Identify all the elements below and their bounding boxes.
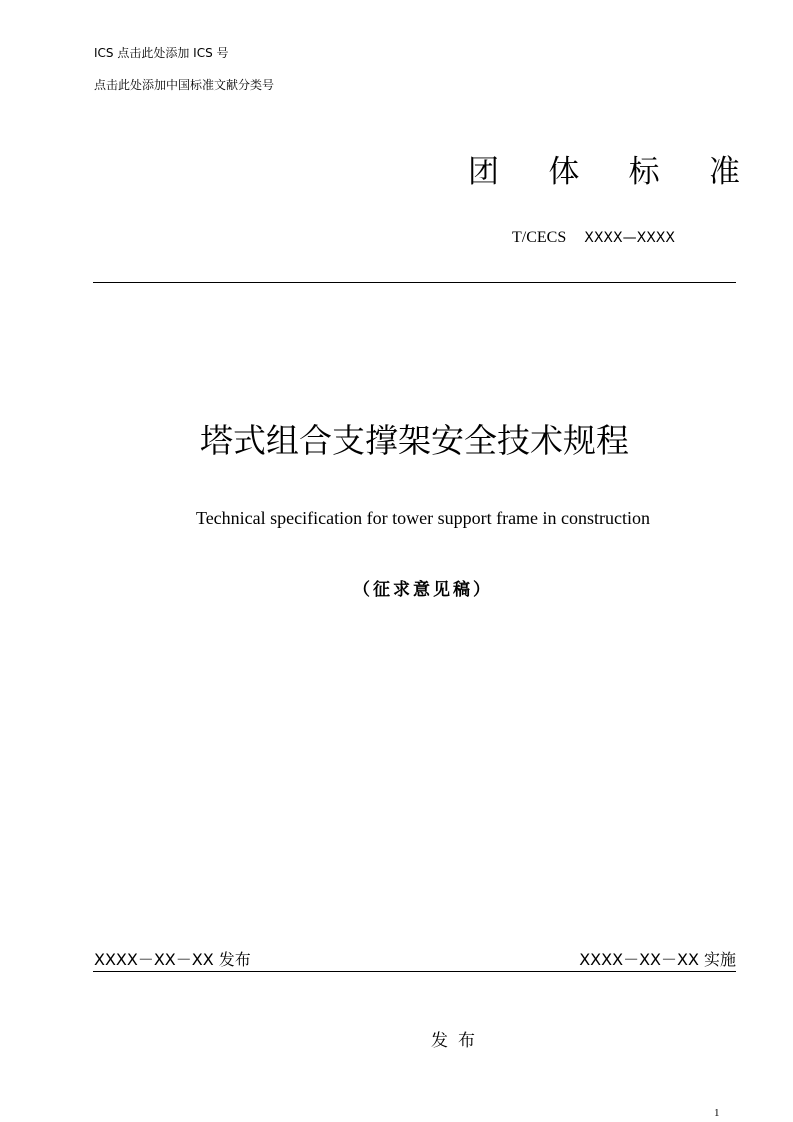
standard-number-prefix: T/CECS [512, 229, 567, 246]
draft-status-note: （征求意见稿） [353, 580, 493, 600]
standard-number [512, 228, 675, 248]
ccs-number-placeholder: 点击此处添加中国标准文献分类号 [94, 78, 275, 92]
publisher-label: 发布 [431, 1031, 485, 1051]
standard-type-char: 标 [628, 154, 660, 190]
standard-number-value: XXXX—XXXX [584, 230, 675, 246]
document-title-english: Technical specification for tower support frame in construction [195, 508, 651, 528]
ics-number-placeholder: ICS 点击此处添加 ICS 号 [94, 46, 229, 60]
document-title-chinese: 塔式组合支撑架安全技术规程 [200, 421, 629, 460]
header-divider [93, 282, 736, 283]
standard-type-heading [468, 152, 740, 192]
implementation-date: XXXX－XX－XX 实施 [579, 950, 736, 969]
standard-type-char: 准 [708, 154, 740, 190]
standard-type-char: 团 [468, 154, 499, 190]
footer-divider [93, 971, 736, 972]
standard-type-char: 体 [548, 154, 580, 190]
issue-date: XXXX－XX－XX 发布 [94, 950, 251, 969]
page-number: 1 [714, 1107, 720, 1119]
